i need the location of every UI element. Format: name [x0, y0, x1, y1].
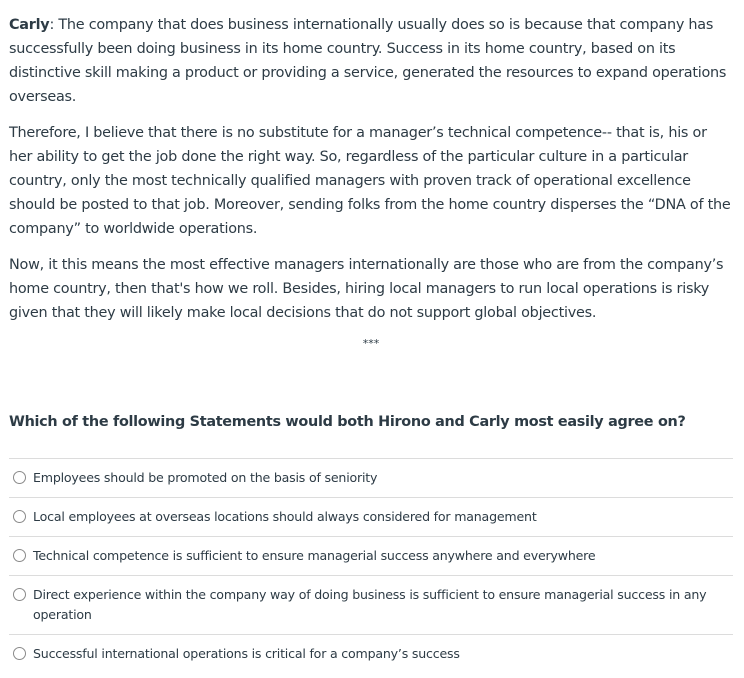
- paragraph-3: Now, it this means the most effective managers internationally are those who are from the company’s home country, then that's how we roll. Besides, hiring local managers to run local operations is risky given that they will likely make local decisions that do not support global objectives.: [9, 257, 724, 321]
- paragraph-1-text: The company that does business internationally usually does so is because that company has successfully been doing business in its home country. Success in its home country, based on its distinctive skill making a product or providing a service, generated the resources to expand operations overseas.: [9, 17, 727, 105]
- radio-button-icon[interactable]: [13, 549, 26, 562]
- passage: [9, 13, 733, 351]
- answer-option-2[interactable]: [9, 498, 733, 537]
- paragraph-2: Therefore, I believe that there is no substitute for a manager’s technical competence-- that is, his or her ability to get the job done the right way. So, regardless of the particular culture in a particular country, only the most technically qualified managers with proven track of operational excellence should be posted to that job. Moreover, sending folks from the home country disperses the “DNA of the company” to worldwide operations.: [9, 125, 731, 237]
- answer-label: Employees should be promoted on the basis of seniority: [33, 470, 378, 485]
- answer-label: Technical competence is sufficient to ensure managerial success anywhere and everywhere: [33, 548, 596, 563]
- answer-option-3[interactable]: [9, 537, 733, 576]
- answer-option-5[interactable]: [9, 635, 733, 673]
- paragraph-1: [9, 13, 733, 109]
- section-separator: ***: [362, 337, 380, 350]
- answer-option-4[interactable]: [9, 576, 733, 635]
- radio-button-icon[interactable]: [13, 647, 26, 660]
- speaker-separator: :: [49, 17, 55, 33]
- answer-label: Local employees at overseas locations should always considered for management: [33, 509, 537, 524]
- answer-label: Direct experience within the company way of doing business is sufficient to ensure managerial success in any operation: [33, 587, 707, 622]
- radio-button-icon[interactable]: [13, 588, 26, 601]
- answer-label: Successful international operations is critical for a company’s success: [33, 646, 460, 661]
- radio-button-icon[interactable]: [13, 471, 26, 484]
- question-text: Which of the following Statements would both Hirono and Carly most easily agree on?: [9, 414, 686, 430]
- radio-button-icon[interactable]: [13, 510, 26, 523]
- answer-option-1[interactable]: [9, 459, 733, 498]
- answer-list: [9, 458, 733, 673]
- speaker-name: Carly: [9, 17, 50, 33]
